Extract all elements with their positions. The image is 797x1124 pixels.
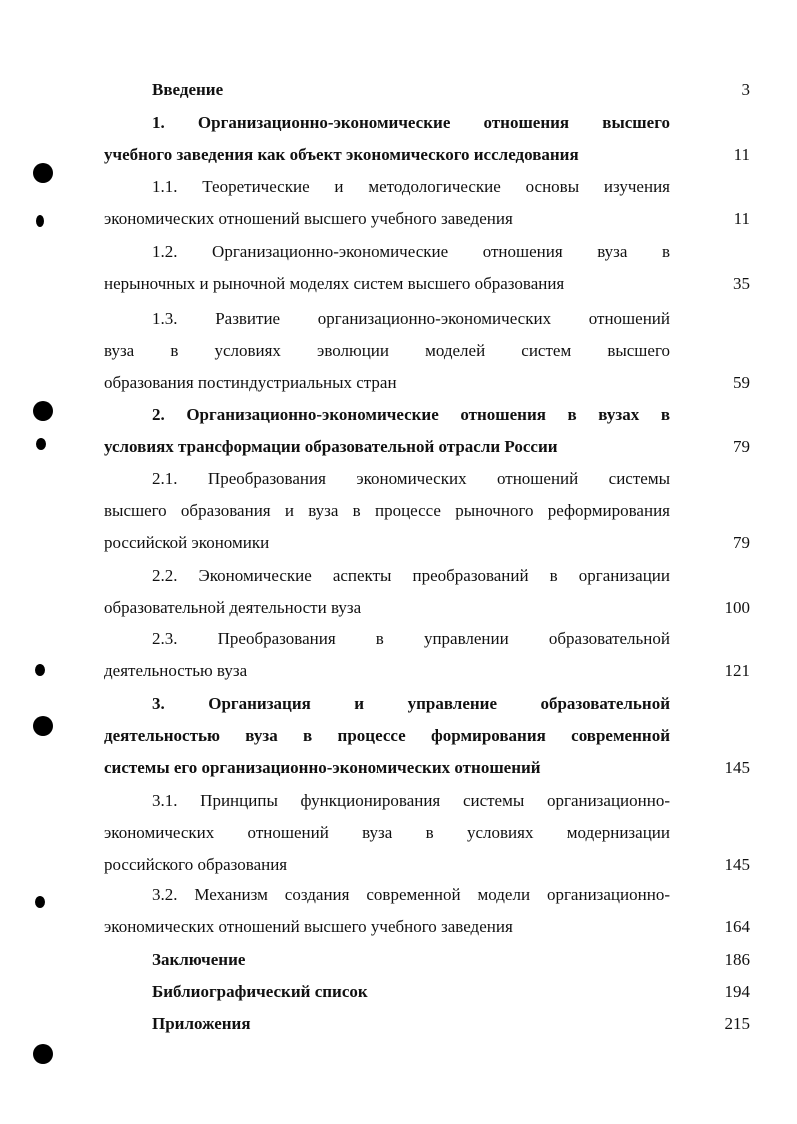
toc-entry-title-line: 2.1. Преобразования экономических отношений системы bbox=[152, 469, 670, 488]
toc-page-number: 121 bbox=[724, 661, 750, 680]
toc-page-number: 11 bbox=[733, 145, 750, 164]
toc-entry-title-line: деятельностью вуза bbox=[104, 661, 248, 680]
toc-page-number: 3 bbox=[741, 80, 750, 99]
toc-page-number: 145 bbox=[724, 758, 750, 777]
toc-entry-title-line: 3.1. Принципы функционирования системы организационно- bbox=[152, 791, 670, 810]
toc-entry-title-line: 1.3. Развитие организационно-экономических отношений bbox=[152, 309, 670, 328]
toc-page-number: 194 bbox=[724, 982, 750, 1001]
toc-entry-title-line: системы его организационно-экономических отношений bbox=[104, 758, 541, 777]
toc-page-number: 215 bbox=[724, 1014, 750, 1033]
toc-entry-title-line: экономических отношений высшего учебного заведения bbox=[104, 917, 513, 936]
toc-entry-title-line: экономических отношений высшего учебного заведения bbox=[104, 209, 513, 228]
toc-entry-title-line: Заключение bbox=[152, 950, 246, 969]
punch-hole bbox=[33, 716, 53, 736]
toc-entry-title-line: Библиографический список bbox=[152, 982, 368, 1001]
punch-hole bbox=[36, 438, 46, 450]
punch-hole bbox=[33, 401, 53, 421]
toc-entry-title-line: высшего образования и вуза в процессе рыночного реформирования bbox=[104, 501, 670, 520]
toc-entry-title-line: нерыночных и рыночной моделях систем высшего образования bbox=[104, 274, 565, 293]
toc-entry-title-line: 2. Организационно-экономические отношения в вузах в bbox=[152, 405, 670, 424]
toc-page-number: 186 bbox=[724, 950, 750, 969]
toc-entry-title-line: 3. Организация и управление образовательной bbox=[152, 694, 670, 713]
punch-hole bbox=[36, 215, 44, 227]
toc-page-number: 100 bbox=[724, 598, 750, 617]
toc-entry-title-line: 3.2. Механизм создания современной модели организационно- bbox=[152, 885, 670, 904]
toc-page-number: 59 bbox=[733, 373, 750, 392]
toc-entry-title-line: 1.1. Теоретические и методологические основы изучения bbox=[152, 177, 670, 196]
toc-entry-title-line: 2.2. Экономические аспекты преобразований в организации bbox=[152, 566, 670, 585]
toc-entry-title-line: учебного заведения как объект экономического исследования bbox=[104, 145, 579, 164]
toc-page-number: 35 bbox=[733, 274, 750, 293]
toc-entry-title-line: образования постиндустриальных стран bbox=[104, 373, 397, 392]
toc-page-number: 79 bbox=[733, 437, 750, 456]
toc-entry-title-line: Приложения bbox=[152, 1014, 251, 1033]
punch-hole bbox=[35, 896, 45, 908]
toc-page-number: 79 bbox=[733, 533, 750, 552]
punch-hole bbox=[33, 1044, 53, 1064]
toc-entry-title-line: Введение bbox=[152, 80, 224, 99]
toc-entry-title-line: 2.3. Преобразования в управлении образовательной bbox=[152, 629, 670, 648]
punch-hole bbox=[35, 664, 45, 676]
toc-entry-title-line: российской экономики bbox=[104, 533, 270, 552]
toc-entry-title-line: экономических отношений вуза в условиях модернизации bbox=[104, 823, 670, 842]
toc-entry-title-line: российского образования bbox=[104, 855, 288, 874]
toc-entry-title-line: условиях трансформации образовательной отрасли России bbox=[104, 437, 558, 456]
toc-page-number: 11 bbox=[733, 209, 750, 228]
toc-entry-title-line: вуза в условиях эволюции моделей систем высшего bbox=[104, 341, 670, 360]
toc-entry-title-line: 1. Организационно-экономические отношения высшего bbox=[152, 113, 670, 132]
toc-entry-title-line: образовательной деятельности вуза bbox=[104, 598, 362, 617]
toc-entry-title-line: деятельностью вуза в процессе формирования современной bbox=[104, 726, 670, 745]
toc-page-number: 164 bbox=[724, 917, 750, 936]
punch-hole bbox=[33, 163, 53, 183]
toc-entry-title-line: 1.2. Организационно-экономические отношения вуза в bbox=[152, 242, 670, 261]
toc-page-number: 145 bbox=[724, 855, 750, 874]
